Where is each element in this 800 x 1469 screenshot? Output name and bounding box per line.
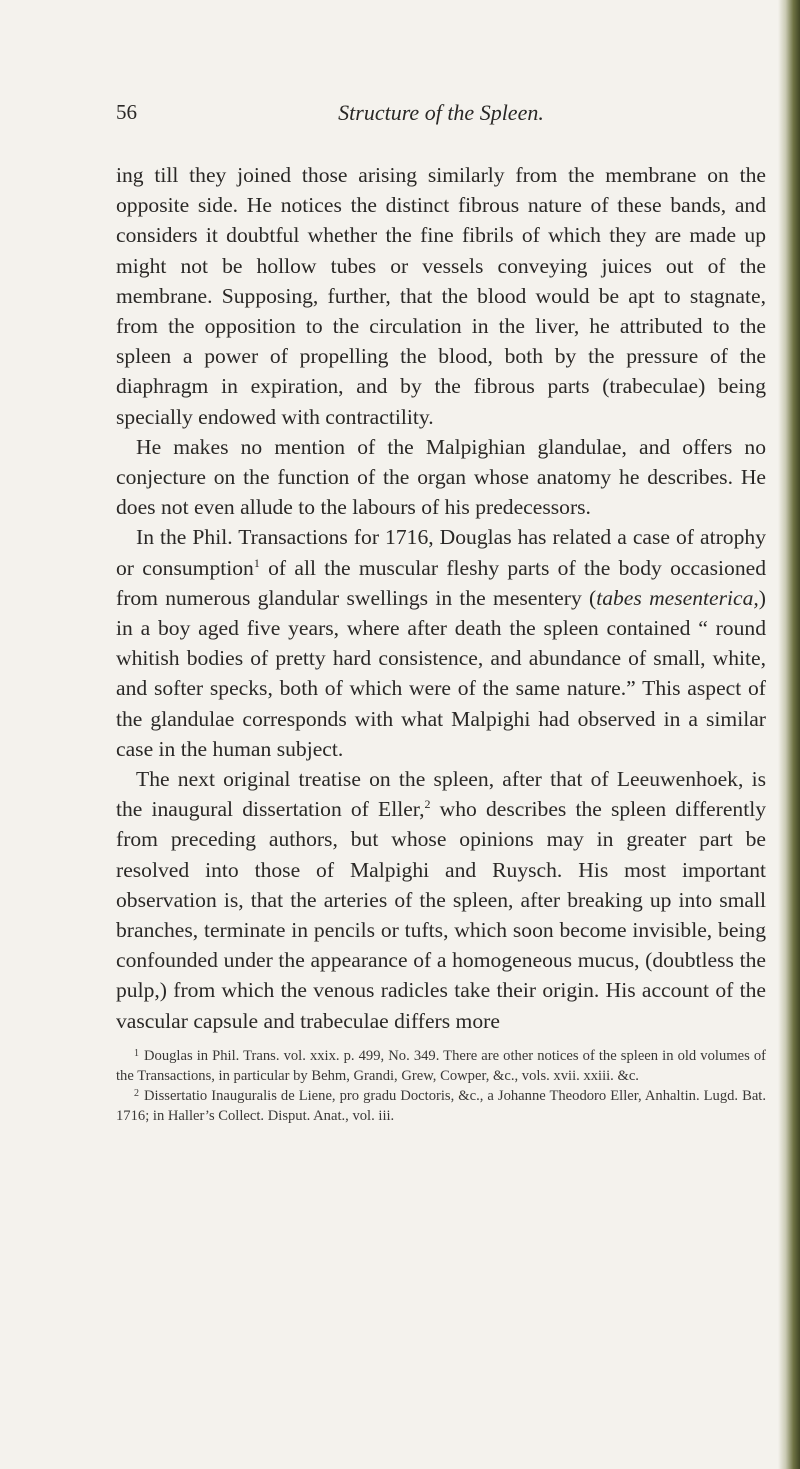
footnote-1 bbox=[116, 1046, 766, 1086]
paragraph-3-text-c: ) in a boy aged five years, where after death the spleen contained “ round whitish bodies of pretty hard consistence, and abundance of small, white, and softer specks, both of which were of the same nature.” This aspect of the glandulae corresponds with what Malpighi had observed in a similar case in the human subject. bbox=[116, 585, 766, 761]
footnote-1-mark: 1 bbox=[134, 1048, 139, 1059]
page-header bbox=[116, 100, 766, 134]
footnote-2-mark: 2 bbox=[134, 1088, 139, 1099]
paragraph-3-emphasis: tabes mesenterica, bbox=[596, 585, 759, 610]
paragraph-4-text-a: The next original treatise on the spleen, after that of Leeuwenhoek, is the inaugural dissertation of Eller, bbox=[116, 767, 766, 822]
footnote-2-text: Dissertatio Inauguralis de Liene, pro gradu Doctoris, &c., a Johanne Theodoro Eller, Anhaltin. Lugd. Bat. 1716; in Haller’s Collect. Disput. Anat., vol. iii. bbox=[116, 1088, 766, 1124]
paragraph-3-text-a: In the Phil. Transactions for 1716, Douglas has related a case of atrophy or consumption bbox=[116, 525, 766, 580]
paragraph-4-text-b: who describes the spleen differently from preceding authors, but whose opinions may in greater part be resolved into those of Malpighi and Ruysch. His most important observation is, that the arteries of the spleen, after breaking up into small branches, terminate in pencils or tufts, which soon become invisible, being confounded under the appearance of a homogeneous mucus, (doubtless the pulp,) from which the venous radicles take their origin. His account of the vascular capsule and trabeculae differs more bbox=[116, 797, 767, 1033]
footnote-ref-1: 1 bbox=[253, 555, 260, 570]
body-text bbox=[116, 160, 766, 1036]
page-number: 56 bbox=[116, 100, 137, 124]
footnotes bbox=[116, 1046, 766, 1126]
running-title: Structure of the Spleen. bbox=[338, 100, 544, 125]
footnote-1-text: Douglas in Phil. Trans. vol. xxix. p. 499, No. 349. There are other notices of the spleen in old volumes of the Transactions, in particular by Behm, Grandi, Grew, Cowper, &c., vols. xvii. xxiii. &c. bbox=[116, 1048, 766, 1084]
binding-edge bbox=[778, 0, 800, 1469]
paragraph-3-text-b: of all the muscular fleshy parts of the body occasioned from numerous glandular swellings in the mesentery ( bbox=[116, 555, 766, 610]
footnote-2 bbox=[116, 1086, 766, 1126]
paragraph-1: ing till they joined those arising similarly from the membrane on the opposite side. He notices the distinct fibrous nature of these bands, and considers it doubtful whether the fine fibrils of which they are made up might not be hollow tubes or vessels conveying juices out of the membrane. Supposing, further, that the blood would be apt to stagnate, from the opposition to the circulation in the liver, he attributed to the spleen a power of propelling the blood, both by the pressure of the diaphragm in expiration, and by the fibrous parts (trabeculae) being specially endowed with contractility. bbox=[116, 163, 766, 429]
paragraph-3 bbox=[116, 522, 766, 764]
footnote-ref-2: 2 bbox=[424, 797, 431, 812]
paragraph-2: He makes no mention of the Malpighian glandulae, and offers no conjecture on the function of the organ whose anatomy he describes. He does not even allude to the labours of his predecessors. bbox=[116, 434, 766, 520]
paragraph-4 bbox=[116, 764, 766, 1036]
